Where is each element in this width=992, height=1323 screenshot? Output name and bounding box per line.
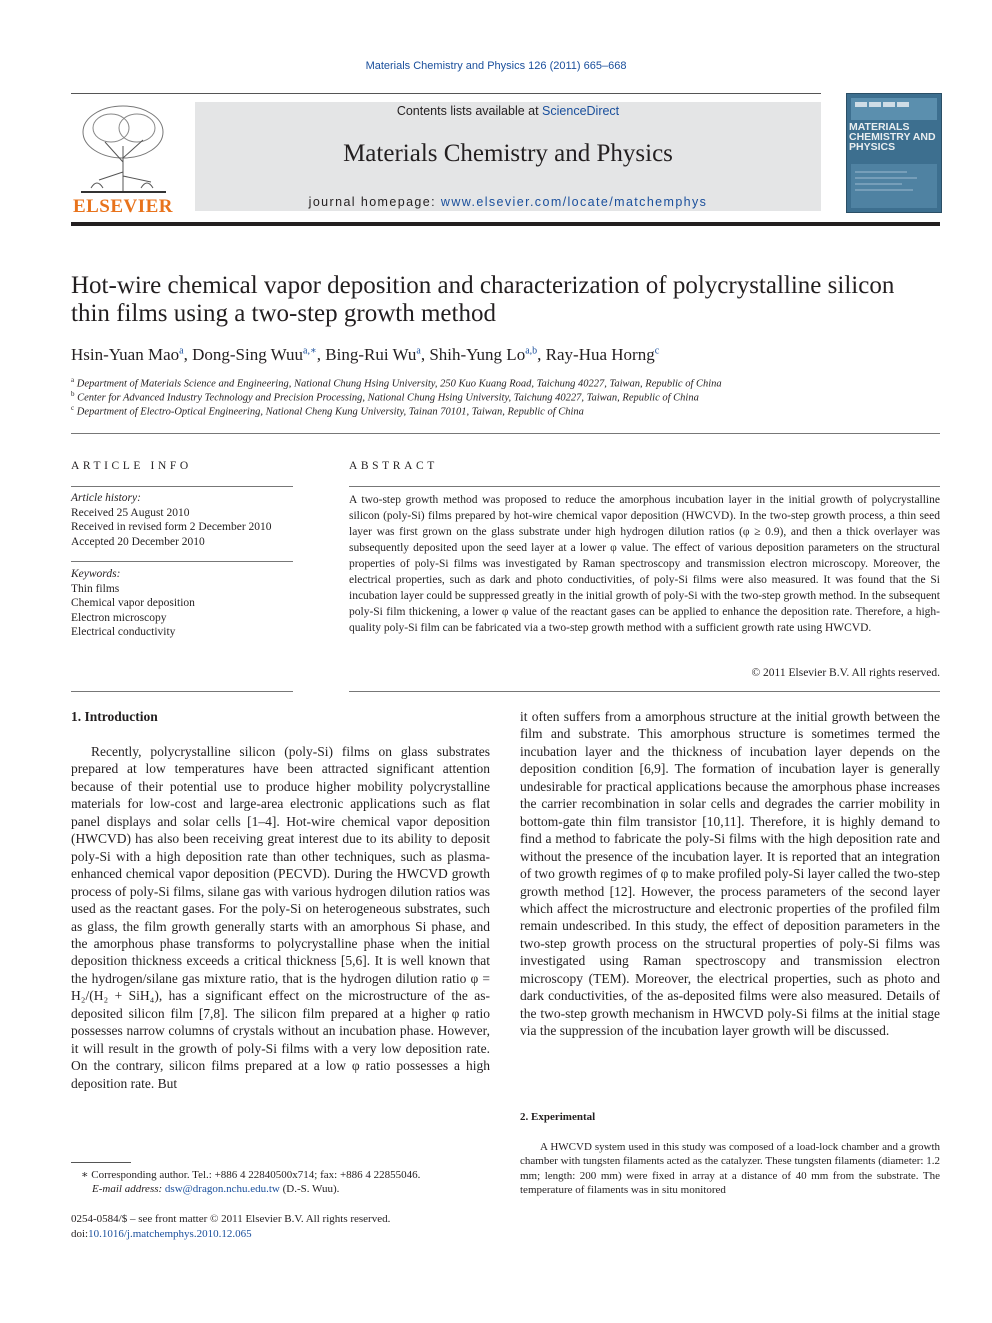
doi-link[interactable]: 10.1016/j.matchemphys.2010.12.065 xyxy=(88,1228,252,1240)
author-name[interactable]: Bing-Rui Wu xyxy=(325,345,417,364)
email-line xyxy=(92,1182,492,1197)
affiliation-mark: a xyxy=(71,376,75,384)
cover-title: MATERIALS CHEMISTRY AND PHYSICS xyxy=(849,121,936,153)
article-history xyxy=(71,491,293,549)
article-info-rule xyxy=(71,561,293,562)
section-heading-experimental: 2. Experimental xyxy=(520,1111,596,1123)
sciencedirect-link[interactable]: ScienceDirect xyxy=(542,104,620,118)
journal-citation: Materials Chemistry and Physics 126 (2011) 665–668 xyxy=(365,60,627,72)
affiliation xyxy=(71,404,931,418)
email-link[interactable]: dsw@dragon.nchu.edu.tw xyxy=(164,1183,280,1195)
email-label: E-mail address: xyxy=(92,1183,163,1195)
contents-prefix: Contents lists available at xyxy=(396,104,543,118)
journal-cover-image xyxy=(846,93,942,213)
section-divider xyxy=(71,433,940,434)
keyword: Electrical conductivity xyxy=(71,626,176,638)
article-info-rule xyxy=(71,486,293,487)
keyword: Chemical vapor deposition xyxy=(71,597,195,609)
author-affil-mark: a xyxy=(416,345,421,357)
homepage-prefix: journal homepage: xyxy=(308,195,441,209)
author-list: Hsin-Yuan Mao$^a$, Dong-Sing Wuu$^{a,∗}$, Bing-Rui Wu$^a$, Shih-Yung Lo$^{a,b}$, Ray-Hua Horng$^c$ xyxy=(71,345,660,364)
journal-homepage xyxy=(195,195,821,209)
publisher-logo-text: ELSEVIER xyxy=(72,196,174,217)
issn-line: 0254-0584/$ – see front matter © 2011 Elsevier B.V. All rights reserved. xyxy=(71,1213,391,1225)
abstract-rule xyxy=(349,691,940,692)
footnote-rule xyxy=(71,1162,131,1163)
section-heading-introduction: 1. Introduction xyxy=(71,709,158,724)
intro-paragraph-1: Recently, polycrystalline silicon (poly-Si) films on glass substrates prepared at low temperatures have been attracted significant attention because of their potential use to produce higher mobility polycrystalline materials for low-cost and large-area electronic applications such as flat panel displays and solar cells [1–4]. Hot-wire chemical vapor deposition (HWCVD) has also been receiving great interest due to its ability to deposit poly-Si with a high deposition rate than other techniques, such as plasma-enhanced chemical vapor deposition (PECVD). During the HWCVD growth process of poly-Si films, silane gas with various hydrogen dilution ratios was used as the reactant gases. For the poly-Si on heterogeneous substrates, such as glass, the film growth generally starts with an amorphous Si phase, and the amorphous phase transforms to polycrystalline phase when the initial deposition thickness exceeds a critical thickness [5,6]. It is well known that the hydrogen/silane gas mixture ratio, that is the hydrogen dilution ratio φ = H₂/(H₂ + SiH₄), has a significant effect on the microstructure of the as-deposited silicon film [7,8]. The silicon film prepared at a higher φ ratio possesses narrow columns of crystals without an incubation phase. However, it will result in the growth of poly-Si films with a very low deposition rate. On the contrary, silicon films prepared at a low φ ratio possesses a high deposition rate. But xyxy=(71,744,490,1091)
accepted-date: Accepted 20 December 2010 xyxy=(71,535,205,548)
experimental-paragraph: A HWCVD system used in this study was composed of a load-lock chamber and a growth chamber with tungsten filaments acted as the catalyzer. These tungsten filaments (diameter: 1.2 mm; length: 200 mm) were fixed in array at a distance of 40 mm from the substrate. The temperature of filaments was in situ monitored xyxy=(520,1141,940,1196)
doi-prefix: doi: xyxy=(71,1228,89,1240)
author-affil-mark: a xyxy=(179,345,184,357)
affiliation xyxy=(71,376,931,390)
doi-line xyxy=(71,1227,511,1242)
author-name[interactable]: Shih-Yung Lo xyxy=(429,345,526,364)
author-name[interactable]: Dong-Sing Wuu xyxy=(192,345,304,364)
abstract-text: A two-step growth method was proposed to reduce the amorphous incubation layer in the initial growth of polycrystalline silicon (poly-Si) films prepared by hot-wire chemical vapor deposition (HWCVD). In the two-step growth process, a thin seed layer was first grown on the glass substrate under high hydrogen dilution ratios (φ ≥ 0.9), and then a thick overlayer was subsequently deposited upon the seed layer at a lower φ value. The effect of various deposition parameters on the structural properties of poly-Si films was investigated by Raman spectroscopy and transmission electron microscopy. Moreover, the electrical properties, such as dark and photo conductivities, of poly-Si films were also measured. It was found that the Si incubation layer could be suppressed greatly in the initial growth of poly-Si with the two-step growth method. In the subsequent poly-Si film thickening, a lower φ value of the reactant gases can be applied to enhance the deposition rate. Therefore, a high-quality poly-Si film can be fabricated via a two-step growth method with a sufficient growth rate using HWCVD. xyxy=(349,494,940,634)
affiliation-text: Department of Materials Science and Engineering, National Chung Hsing University, 250 Kuo Kuang Road, Taichung 40227, Taiwan, Republic of China xyxy=(76,378,722,390)
revised-date: Received in revised form 2 December 2010 xyxy=(71,521,272,533)
corresponding-author-note: ∗ Corresponding author. Tel.: +886 4 22840500x714; fax: +886 4 22855046. xyxy=(81,1169,421,1181)
contents-line xyxy=(195,104,821,118)
affiliation-mark: c xyxy=(71,404,75,412)
journal-title: Materials Chemistry and Physics xyxy=(343,140,673,167)
keyword: Electron microscopy xyxy=(71,611,167,624)
affiliation-mark: b xyxy=(71,390,75,398)
author-name[interactable]: Hsin-Yuan Mao xyxy=(71,345,180,364)
article-info-rule xyxy=(71,691,293,692)
author-affil-mark: a,∗ xyxy=(303,345,317,357)
abstract-heading: ABSTRACT xyxy=(349,460,438,472)
author-affil-mark: a,b xyxy=(525,345,538,357)
affiliation-text: Department of Electro-Optical Engineering, National Cheng Kung University, Tainan 70101, Taiwan, Republic of China xyxy=(76,406,584,418)
header-rule xyxy=(71,93,821,94)
received-date: Received 25 August 2010 xyxy=(71,506,190,519)
history-label: Article history: xyxy=(71,492,141,504)
keywords-label: Keywords: xyxy=(71,568,121,580)
copyright-line: © 2011 Elsevier B.V. All rights reserved. xyxy=(751,667,940,679)
keyword: Thin films xyxy=(71,582,120,595)
affiliation-text: Center for Advanced Industry Technology and Precision Processing, National Chung Hsing University, Taichung 40227, Taiwan, Republic of China xyxy=(77,392,699,404)
elsevier-tree-logo xyxy=(71,102,176,196)
keywords-block xyxy=(71,567,293,640)
author-affil-mark: c xyxy=(654,345,660,357)
header-thick-rule xyxy=(71,222,940,226)
article-title: Hot-wire chemical vapor deposition and characterization of polycrystalline silicon thin films using a two-step growth method xyxy=(71,272,895,327)
intro-paragraph-2: it often suffers from a amorphous structure at the initial growth between the film and substrate. This amorphous structure is sometimes termed the incubation layer and the thickness of incubation layer depends on the deposition condition [6,9]. The formation of incubation layer is generally undesirable for practical applications because the amorphous phase increases the carrier recombination in solar cells and degrades the carrier mobility in bottom-gate thin film transistor [10,11]. Therefore, it is highly demand to find a method to fabricate the poly-Si films with the high deposition rate and without the presence of the incubation layer. It is reported that an integration of two growth regimes of φ to make profiled poly-Si layer called the two-step growth method [12]. However, the process parameters of the second layer which affect the microstructure and electronic properties of the profiled film remain undescribed. In this study, the effect of deposition parameters in the two-step growth process on the structural properties of poly-Si films was investigated using Raman spectroscopy and transmission electron microscopy (TEM). Moreover, the electrical properties, such as photo and dark conductivities, of the as-deposited films were also measured. Details of the two-step growth mechanism in HWCVD poly-Si films at the initial stage via the suppression of the incubation layer growth will be discussed. xyxy=(520,709,940,1039)
article-info-heading: ARTICLE INFO xyxy=(71,460,192,472)
author-name[interactable]: Ray-Hua Horng xyxy=(545,345,655,364)
cover-decoration xyxy=(847,94,941,212)
email-suffix: (D.-S. Wuu). xyxy=(279,1183,340,1195)
abstract-rule xyxy=(349,486,940,487)
affiliation xyxy=(71,390,931,404)
homepage-link[interactable]: www.elsevier.com/locate/matchemphys xyxy=(440,195,708,209)
